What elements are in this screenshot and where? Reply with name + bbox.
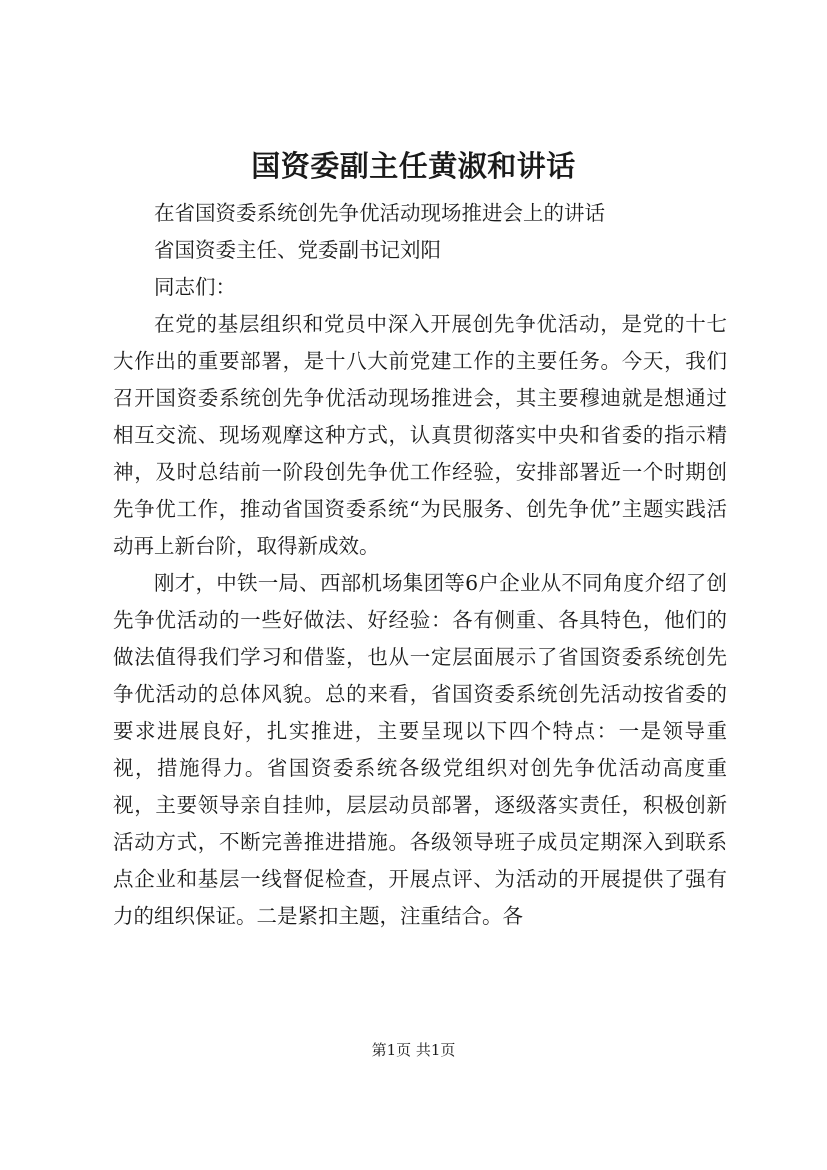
page-footer: 第1页 共1页 <box>371 1041 456 1059</box>
subtitle-line: 在省国资委系统创先争优活动现场推进会上的讲话 <box>154 201 605 225</box>
document-title: 国资委副主任黄淑和讲话 <box>251 149 576 183</box>
paragraph-1: 在党的基层组织和党员中深入开展创先争优活动，是党的十七大作出的重要部署，是十八大前党建工作的主要任务。今天，我们召开国资委系统创先争优活动现场推进会，其主要穆迪就是想通过相互交流、现场观摩这种方式，认真贯彻落实中央和省委的指示精神，及时总结前一阶段创先争优工作经验，安排部署近一个时期创先争优工作，推动省国资委系统“为民服务、创先争优”主题实践活动再上新台阶，取得新成效。 <box>113 312 727 558</box>
document-body <box>113 195 727 935</box>
salutation-line: 同志们： <box>154 275 236 299</box>
speaker-line: 省国资委主任、党委副书记刘阳 <box>154 238 441 262</box>
paragraph-2: 刚才，中铁一局、西部机场集团等6户企业从不同角度介绍了创先争优活动的一些好做法、好经验：各有侧重、各具特色，他们的做法值得我们学习和借鉴，也从一定层面展示了省国资委系统创先争优活动的总体风貌。总的来看，省国资委系统创先活动按省委的要求进展良好，扎实推进，主要呈现以下四个特点：一是领导重视，措施得力。省国资委系统各级党组织对创先争优活动高度重视，主要领导亲自挂帅，层层动员部署，逐级落实责任，积极创新活动方式，不断完善推进措施。各级领导班子成员定期深入到联系点企业和基层一线督促检查，开展点评、为活动的开展提供了强有力的组织保证。二是紧扣主题，注重结合。各 <box>113 571 727 928</box>
